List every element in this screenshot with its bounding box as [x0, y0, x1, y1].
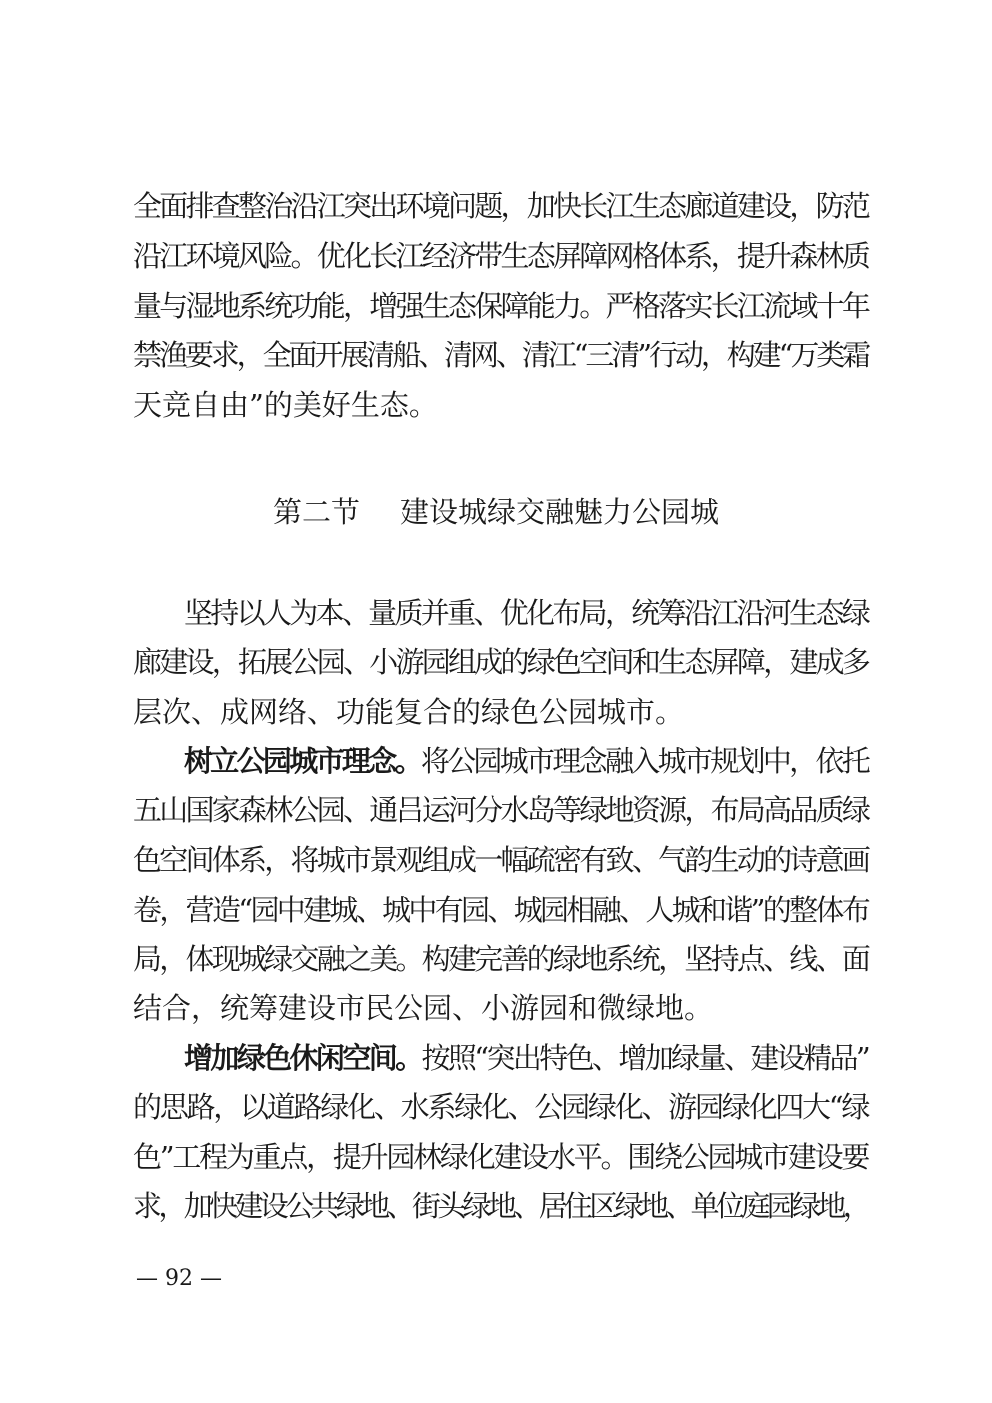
text-line: 层次、成网络、功能复合的绿色公园城市。 — [133, 695, 685, 729]
paragraph-lead: 树立公园城市理念。 — [184, 744, 421, 778]
text-line: 沿江环境风险。优化长江经济带生态屏障网格体系，提升森林质 — [133, 239, 868, 273]
text-line: 的思路，以道路绿化、水系绿化、公园绿化、游园绿化四大“绿 — [133, 1090, 868, 1124]
section-number: 第二节 — [272, 495, 360, 529]
text-line — [184, 1038, 868, 1078]
text-line: 廊建设，拓展公园、小游园组成的绿色空间和生态屏障，建成多 — [133, 645, 868, 679]
text-line: 全面排查整治沿江突出环境问题，加快长江生态廊道建设，防范 — [133, 189, 868, 223]
section-title: 建设城绿交融魅力公园城 — [400, 495, 720, 529]
text-line: 色”工程为重点，提升园林绿化建设水平。围绕公园城市建设要 — [133, 1140, 868, 1174]
text-line: 量与湿地系统功能，增强生态保障能力。严格落实长江流域十年 — [133, 289, 868, 323]
text-line: 色空间体系，将城市景观组成一幅疏密有致、气韵生动的诗意画 — [133, 843, 868, 877]
text-line: 禁渔要求，全面开展清船、清网、清江“三清”行动，构建“万类霜 — [133, 338, 868, 372]
text-line: 天竞自由”的美好生态。 — [133, 388, 438, 422]
text-line: 五山国家森林公园、通吕运河分水岛等绿地资源，布局高品质绿 — [133, 793, 868, 827]
section-heading — [0, 492, 992, 532]
text-line: 结合，统筹建设市民公园、小游园和微绿地。 — [133, 991, 714, 1025]
text-line — [184, 741, 868, 781]
text-line: 局，体现城绿交融之美。构建完善的绿地系统，坚持点、线、面 — [133, 942, 868, 976]
text-line: 求，加快建设公共绿地、街头绿地、居住区绿地、单位庭园绿地， — [133, 1189, 868, 1223]
paragraph-lead: 增加绿色休闲空间。 — [184, 1041, 422, 1075]
text-line: 坚持以人为本、量质并重、优化布局，统筹沿江沿河生态绿 — [184, 596, 868, 630]
text-line: 卷，营造“园中建城、城中有园、城园相融、人城和谐”的整体布 — [133, 893, 868, 927]
text-run: 按照“突出特色、增加绿量、建设精品” — [421, 1041, 868, 1075]
page-number: — 92 — — [136, 1266, 222, 1291]
text-run: 将公园城市理念融入城市规划中，依托 — [420, 744, 868, 778]
